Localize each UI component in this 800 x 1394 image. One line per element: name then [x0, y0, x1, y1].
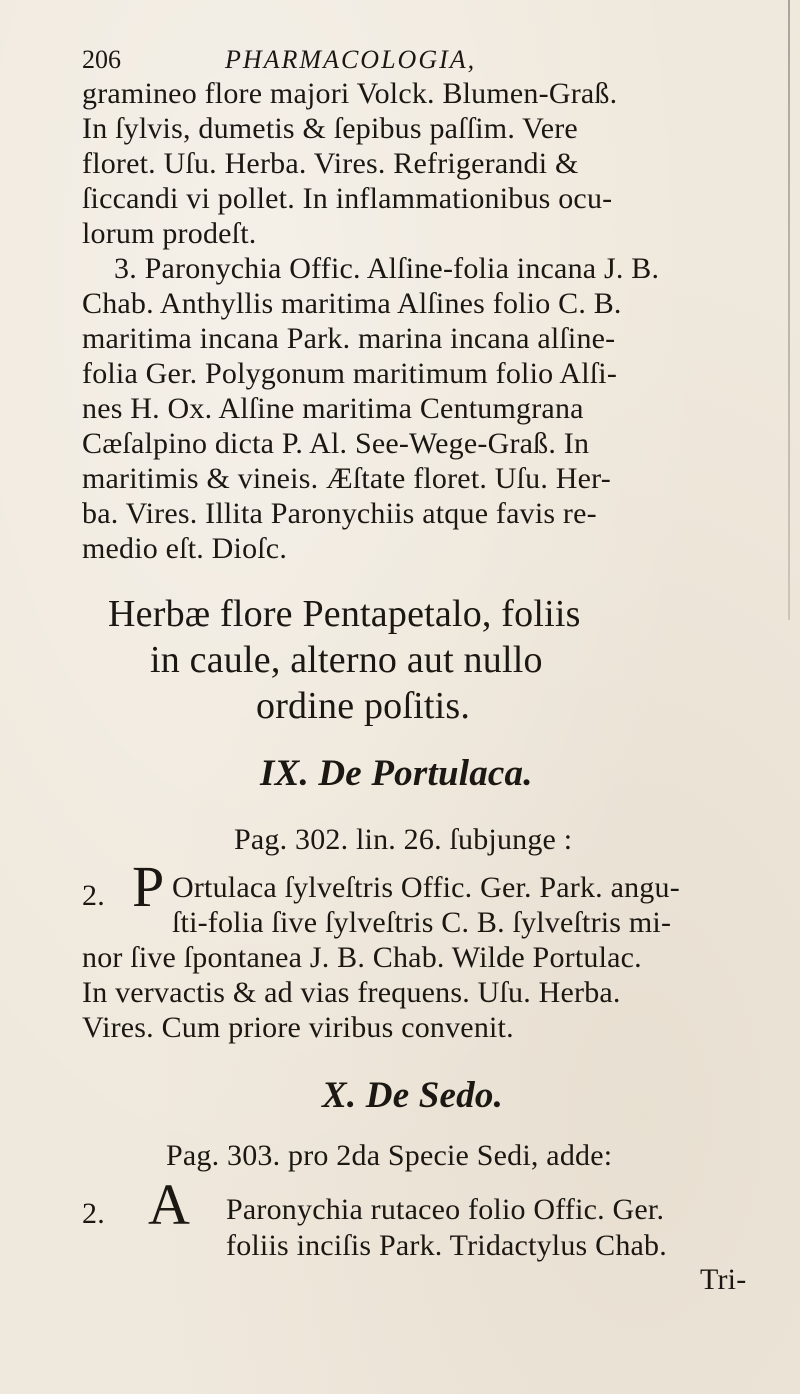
page-edge-shadow [788, 0, 790, 620]
page-number: 206 [82, 45, 121, 74]
text-line: ſti-folia ſive ſylveſtris C. B. ſylveſtris mi- [172, 906, 672, 939]
section-heading-line: ordine poſitis. [256, 685, 471, 727]
text-line: medio eſt. Dioſc. [82, 532, 288, 565]
section-ix-dropcap: P [132, 854, 165, 919]
text-line: In vervactis & ad vias frequens. Uſu. Herba. [82, 976, 621, 1009]
text-line: nor ſive ſpontanea J. B. Chab. Wilde Portulac. [82, 941, 642, 974]
text-line: ba. Vires. Illita Paronychiis atque favis re- [82, 497, 597, 530]
text-line: maritima incana Park. marina incana alſine- [82, 322, 616, 355]
text-line: maritimis & vineis. Æſtate floret. Uſu. Her- [82, 462, 611, 495]
text-line: floret. Uſu. Herba. Vires. Refrigerandi & [82, 147, 579, 180]
section-x-reference: Pag. 303. pro 2da Specie Sedi, adde: [166, 1139, 613, 1172]
text-line: Cæſalpino dicta P. Al. See-Wege-Graß. In [82, 427, 590, 460]
section-heading-line: Herbæ flore Pentapetalo, foliis [108, 593, 581, 635]
text-line: 3. Paronychia Offic. Alſine-folia incana J. B. [114, 252, 660, 285]
text-line: Paronychia rutaceo folio Offic. Ger. [226, 1193, 665, 1226]
running-title: PHARMACOLOGIA, [225, 45, 477, 74]
text-line: nes H. Ox. Alſine maritima Centumgrana [82, 392, 584, 425]
text-line: lorum prodeſt. [82, 217, 257, 250]
running-header [82, 42, 476, 78]
text-line: Chab. Anthyllis maritima Alſines folio C. B. [82, 287, 622, 320]
section-x-title: X. De Sedo. [322, 1075, 504, 1116]
text-line: folia Ger. Polygonum maritimum folio Alſi- [82, 357, 618, 390]
section-ix-title: IX. De Portulaca. [260, 753, 533, 794]
catchword: Tri- [700, 1263, 747, 1296]
section-x-dropcap: A [148, 1172, 190, 1237]
section-ix-number: 2. [82, 879, 105, 912]
text-line: gramineo flore majori Volck. Blumen-Graß. [82, 77, 618, 110]
text-line: In ſylvis, dumetis & ſepibus paſſim. Vere [82, 112, 578, 145]
text-line: ſiccandi vi pollet. In inflammationibus ocu- [82, 182, 613, 215]
text-line: Ortulaca ſylveſtris Offic. Ger. Park. angu- [172, 871, 680, 904]
section-x-number: 2. [82, 1197, 105, 1230]
section-ix-reference: Pag. 302. lin. 26. ſubjunge : [234, 823, 573, 856]
section-heading-line: in caule, alterno aut nullo [150, 639, 543, 681]
text-line: foliis inciſis Park. Tridactylus Chab. [226, 1229, 667, 1262]
text-line: Vires. Cum priore viribus convenit. [82, 1011, 514, 1044]
